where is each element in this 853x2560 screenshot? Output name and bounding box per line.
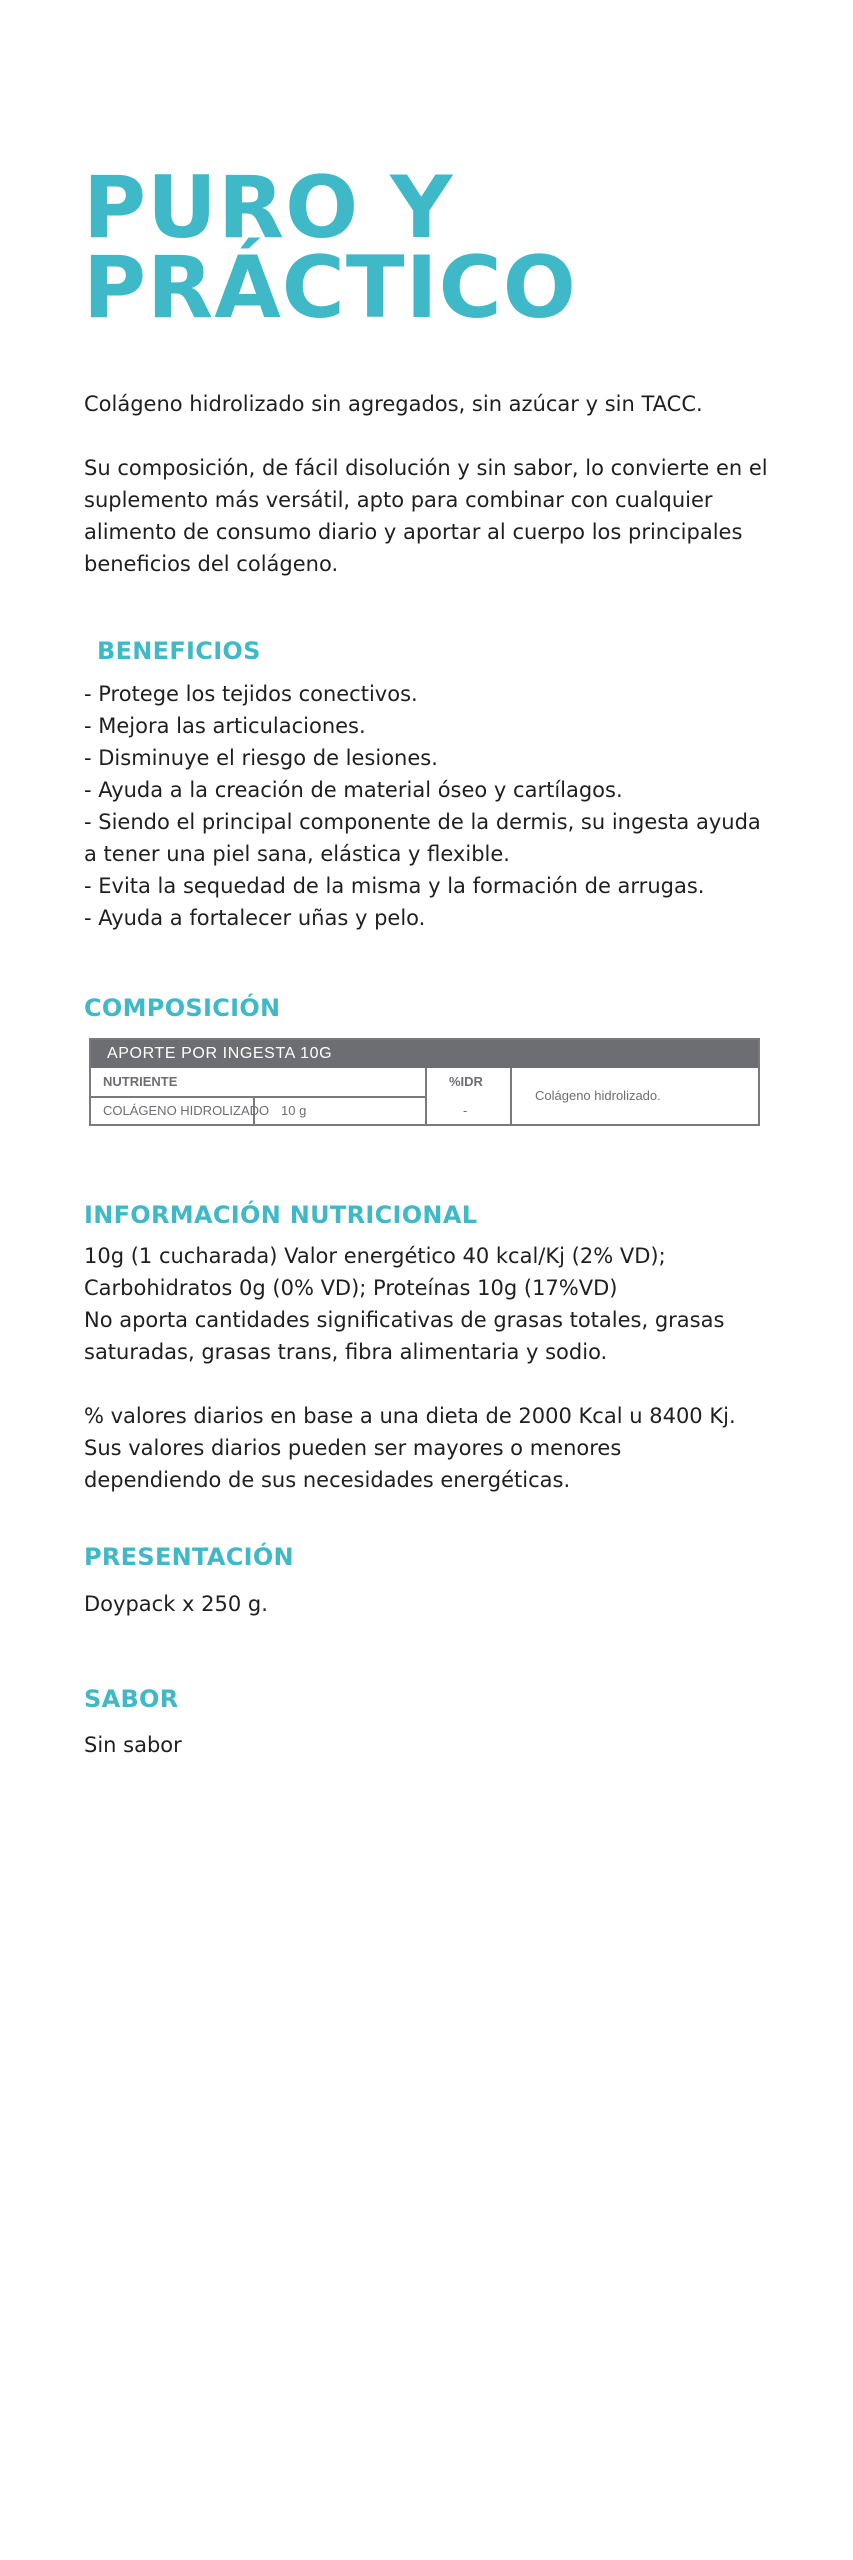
list-item: - Mejora las articulaciones. [84, 714, 366, 738]
hero-title-line-2: PRÁCTICO [83, 238, 577, 338]
info-line: Carbohidratos 0g (0% VD); Proteínas 10g (17%VD) [84, 1276, 618, 1300]
informacion-title: INFORMACIÓN NUTRICIONAL [84, 1201, 478, 1229]
info-line: saturadas, grasas trans, fibra alimentaria y sodio. [84, 1340, 608, 1364]
info-note-line: % valores diarios en base a una dieta de 2000 Kcal u 8400 Kj. [84, 1404, 736, 1428]
table-cell-amount: 10 g [281, 1103, 307, 1118]
presentacion-title: PRESENTACIÓN [84, 1543, 294, 1571]
composition-table [89, 1038, 760, 1126]
list-item: a tener una piel sana, elástica y flexible. [84, 842, 510, 866]
intro-line: Su composición, de fácil disolución y sin sabor, lo convierte en el [84, 456, 768, 480]
info-line: No aporta cantidades significativas de grasas totales, grasas [84, 1308, 725, 1332]
intro-paragraph-1: Colágeno hidrolizado sin agregados, sin azúcar y sin TACC. [84, 392, 703, 416]
list-item: - Ayuda a fortalecer uñas y pelo. [84, 906, 426, 930]
informacion-text [84, 1240, 784, 1368]
intro-line: beneficios del colágeno. [84, 552, 339, 576]
column-header-nutriente: NUTRIENTE [103, 1074, 178, 1089]
intro-line: alimento de consumo diario y aportar al cuerpo los principales [84, 520, 743, 544]
intro-line: suplemento más versátil, apto para combinar con cualquier [84, 488, 713, 512]
hero-title-line-1: PURO Y [83, 158, 454, 258]
sabor-text: Sin sabor [84, 1733, 182, 1757]
table-cell-idr: - [463, 1103, 468, 1118]
table-cell-nutrient-name: COLÁGENO HIDROLIZADO [103, 1103, 270, 1118]
list-item: - Evita la sequedad de la misma y la formación de arrugas. [84, 874, 705, 898]
composition-table-header: APORTE POR INGESTA 10G [91, 1040, 758, 1068]
info-note-line: Sus valores diarios pueden ser mayores o menores [84, 1436, 622, 1460]
info-note-line: dependiendo de sus necesidades energéticas. [84, 1468, 571, 1492]
list-item: - Disminuye el riesgo de lesiones. [84, 746, 438, 770]
informacion-note [84, 1400, 784, 1496]
table-divider [425, 1068, 427, 1126]
list-item: - Ayuda a la creación de material óseo y cartílagos. [84, 778, 623, 802]
table-divider [510, 1068, 512, 1126]
table-cell-description: Colágeno hidrolizado. [535, 1088, 661, 1103]
intro-paragraph-2 [84, 452, 784, 580]
presentacion-text: Doypack x 250 g. [84, 1592, 268, 1616]
list-item: - Protege los tejidos conectivos. [84, 682, 418, 706]
hero-title [83, 158, 803, 338]
list-item: - Siendo el principal componente de la dermis, su ingesta ayuda [84, 810, 761, 834]
composicion-title: COMPOSICIÓN [84, 994, 281, 1022]
beneficios-title: BENEFICIOS [97, 637, 261, 665]
sabor-title: SABOR [84, 1685, 179, 1713]
beneficios-list [84, 678, 784, 934]
info-line: 10g (1 cucharada) Valor energético 40 kcal/Kj (2% VD); [84, 1244, 666, 1268]
column-header-idr: %IDR [449, 1074, 483, 1089]
